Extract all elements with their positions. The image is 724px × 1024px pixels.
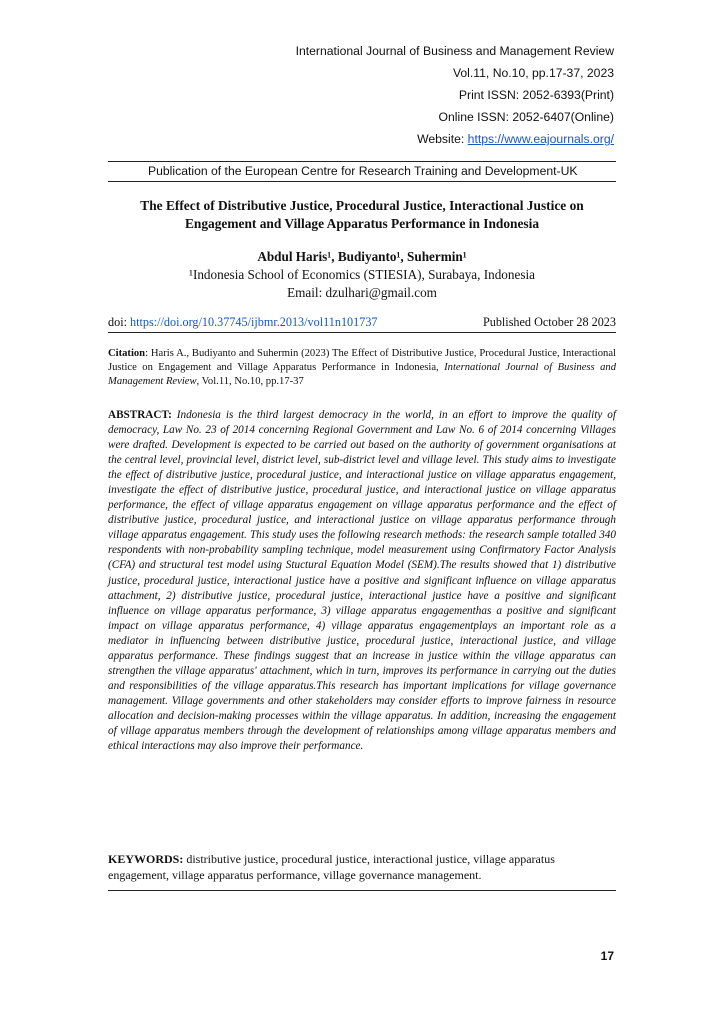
header-rule	[108, 161, 616, 162]
website-link[interactable]: https://www.eajournals.org/	[467, 132, 614, 146]
keywords-rule	[108, 890, 616, 891]
doi-link[interactable]: https://doi.org/10.37745/ijbmr.2013/vol11n101737	[130, 315, 378, 329]
doi-rule	[108, 332, 616, 333]
journal-name: International Journal of Business and Management Review	[295, 44, 614, 58]
author-email: Email: dzulhari@gmail.com	[287, 285, 437, 300]
print-issn: Print ISSN: 2052-6393(Print)	[458, 88, 614, 102]
published-date: Published October 28 2023	[482, 315, 616, 329]
keywords	[108, 851, 616, 883]
website-label: Website:	[417, 132, 468, 146]
running-header	[296, 40, 614, 150]
publisher-line: Publication of the European Centre for Research Training and Development-UK	[148, 164, 578, 178]
affiliation: ¹Indonesia School of Economics (STIESIA), Surabaya, Indonesia	[188, 267, 536, 282]
doi-label: doi:	[108, 315, 131, 329]
abstract	[108, 408, 616, 754]
abstract-text: Indonesia is the third largest democracy in the world, in an effort to improve the quality of democracy, Law No. 23 of 2014 concerning Regional Government and Law No. 6 of 2014 concerning Villages were drafted. Development is expected to be carried out based on the authority of government organisations at the central level, provincial level, district level, sub-district level and village level. This study aims to investigate the effect of distributive justice, procedural justice, and interactional justice on village apparatus engagement, investigate the effect of distributive justice, procedural justice, and interactional justice on village apparatus performance, the effect of village apparatus engagement on village apparatus performance and the effect of distributive justice, procedural justice, and interactional justice on village apparatus performance through village apparatus engagement. This study uses the following research methods: the research sample totalled 340 respondents with non-probability sampling technique, model measurement using Confirmatory Factor Analysis (CFA) and structural test model using Stuctural Equation Model (SEM).The results showed that 1) distributive justice, procedural justice, interactional justice have a positive and significant influence on village apparatus attachment, 2) distributive justice, procedural justice, interactional justice have a positive and significant influence on village apparatus performance, 3) village apparatus engagementhas a positive and significant impact on village apparatus performance, 4) village apparatus engagementplays an important role as a mediator in influencing between distributive justice, procedural justice, interactional justice, and village apparatus performance. These findings suggest that an increase in justice within the village apparatus can strengthen the village apparatus' attachment, which in turn, improves its performance in carrying out the duties and responsibilities of the village apparatus.This research has important implications for village governance management. Village governments and other stakeholders may consider efforts to improve fairness in resource allocation and decision-making processes within the village apparatus. In addition, increasing the engagement of village apparatus members through the development of relationships among village apparatus members and ethical interactions may also improve their performance.	[108, 409, 616, 753]
paper-title: The Effect of Distributive Justice, Procedural Justice, Interactional Justice on Engagement and Village Apparatus Performance in Indonesia	[140, 198, 584, 231]
citation-label: Citation	[108, 348, 146, 359]
page-number: 17	[600, 949, 614, 963]
keywords-label: KEYWORDS:	[108, 852, 184, 866]
citation-text: : Haris A., Budiyanto and Suhermin (2023) The Effect of Distributive Justice, Procedural Justice, Interactional Justice on Engagement and Village Apparatus Performance in Indonesia,	[108, 348, 616, 374]
header-rule-bottom	[108, 181, 616, 182]
citation-journal: International Journal of Business and Management Review	[108, 362, 616, 388]
abstract-label: ABSTRACT:	[108, 409, 172, 421]
author-block	[108, 248, 616, 302]
citation-tail: , Vol.11, No.10, pp.17-37	[196, 376, 304, 388]
keywords-text: distributive justice, procedural justice, interactional justice, village apparatus engagement, village apparatus performance, village governance management.	[108, 852, 555, 882]
website-line	[296, 128, 614, 150]
doi-line	[108, 315, 616, 330]
citation-block	[108, 347, 616, 390]
volume-info: Vol.11, No.10, pp.17-37, 2023	[452, 66, 614, 80]
author-names: Abdul Haris¹, Budiyanto¹, Suhermin¹	[257, 249, 467, 264]
online-issn: Online ISSN: 2052-6407(Online)	[438, 110, 614, 124]
